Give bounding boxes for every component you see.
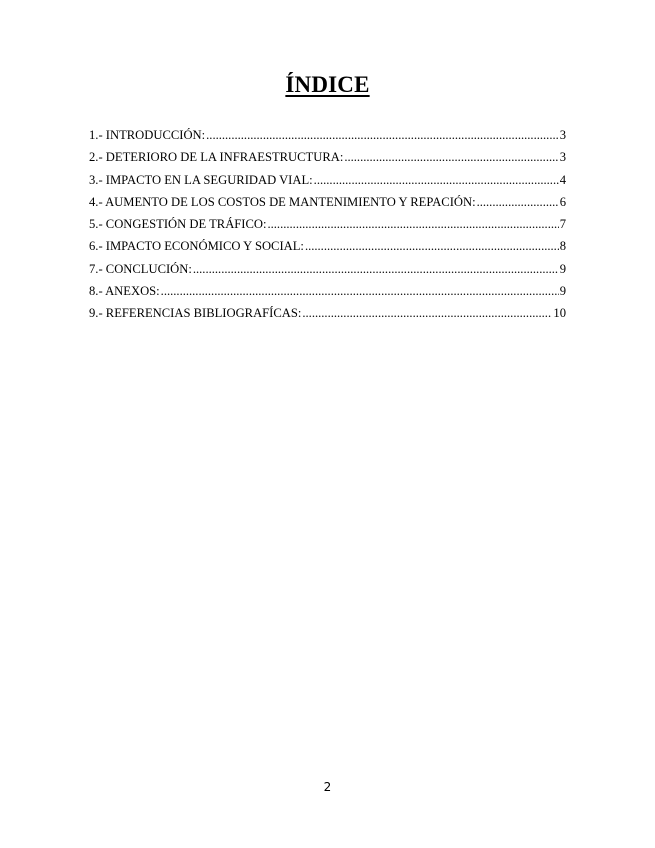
toc-dot-leader bbox=[344, 146, 558, 168]
toc-entry-label: 4.- AUMENTO DE LOS COSTOS DE MANTENIMIENTO Y REPACIÓN: bbox=[89, 194, 476, 209]
toc-entry-page: 9 bbox=[559, 284, 566, 299]
toc-entry-page: 8 bbox=[559, 239, 566, 254]
toc-entry-page: 10 bbox=[553, 306, 566, 321]
toc-dot-leader bbox=[193, 258, 559, 280]
toc-entry-label: 1.- INTRODUCCIÓN: bbox=[89, 128, 206, 142]
toc-entry-label: 2.- DETERIORO DE LA INFRAESTRUCTURA: bbox=[89, 150, 344, 165]
toc-dot-leader bbox=[206, 124, 559, 146]
toc-dot-leader bbox=[314, 169, 559, 191]
toc-entry[interactable] bbox=[89, 213, 566, 235]
toc-entry[interactable] bbox=[89, 146, 566, 168]
toc-dot-leader bbox=[267, 213, 558, 235]
toc-entry-page: 7 bbox=[559, 217, 566, 232]
toc-entry-page: 9 bbox=[559, 261, 566, 276]
toc-dot-leader bbox=[302, 302, 552, 324]
toc-entry[interactable] bbox=[89, 124, 566, 146]
toc-entry-label: 9.- REFERENCIAS BIBLIOGRAFÍCAS: bbox=[89, 306, 302, 321]
toc-entry[interactable] bbox=[89, 191, 566, 213]
toc-dot-leader bbox=[161, 280, 559, 302]
toc-entry-page: 6 bbox=[559, 194, 566, 209]
toc-dot-leader bbox=[305, 235, 559, 257]
toc-entry[interactable] bbox=[89, 302, 566, 324]
toc-entry[interactable] bbox=[89, 280, 566, 302]
toc-entry-label: 6.- IMPACTO ECONÓMICO Y SOCIAL: bbox=[89, 239, 304, 254]
toc-entry-label: 5.- CONGESTIÓN DE TRÁFICO: bbox=[89, 217, 267, 232]
toc-entry[interactable] bbox=[89, 235, 566, 257]
toc-entry-page: 4 bbox=[559, 172, 566, 187]
toc-dot-leader bbox=[477, 191, 559, 213]
toc-entry-label: 3.- IMPACTO EN LA SEGURIDAD VIAL: bbox=[89, 172, 313, 187]
toc-entry-label: 7.- CONCLUCIÓN: bbox=[89, 261, 192, 276]
page-number: 2 bbox=[323, 780, 332, 794]
toc-entry-label: 8.- ANEXOS: bbox=[89, 284, 160, 299]
toc-entry[interactable] bbox=[89, 258, 566, 280]
toc-entry-page: 3 bbox=[559, 150, 566, 165]
toc-entry[interactable] bbox=[89, 169, 566, 191]
toc-entry-page: 3 bbox=[559, 128, 566, 142]
table-of-contents bbox=[89, 124, 566, 325]
toc-title: ÍNDICE bbox=[285, 72, 370, 97]
